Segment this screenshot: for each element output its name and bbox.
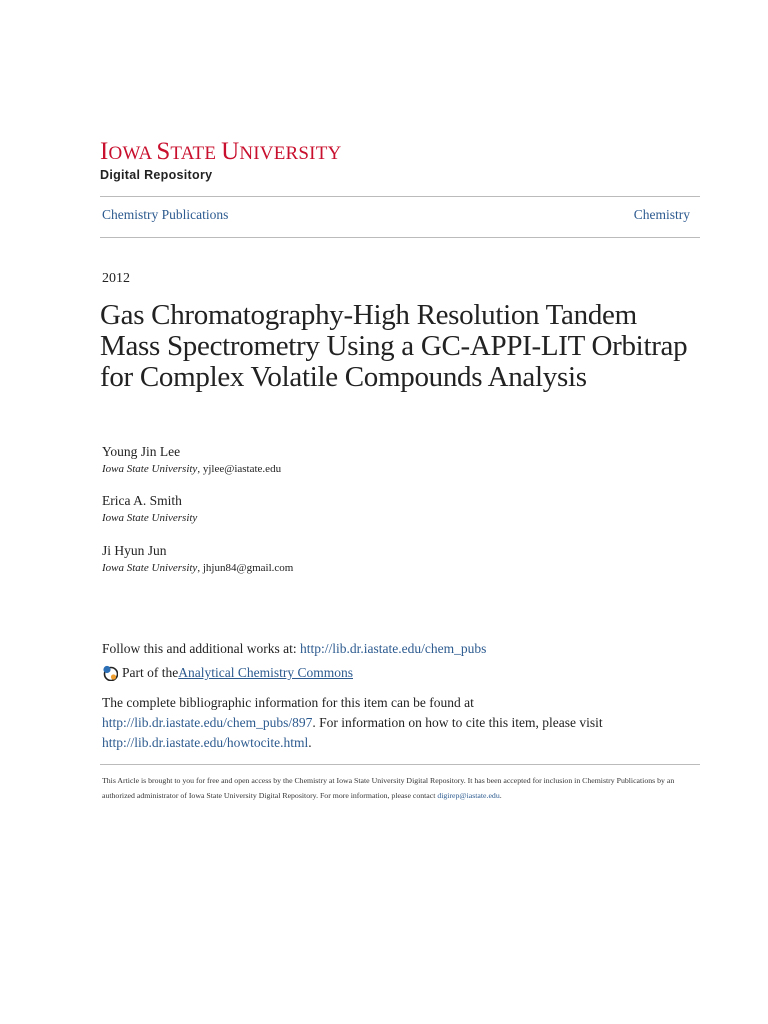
university-logo [100, 138, 341, 182]
analytical-chemistry-commons-link[interactable]: Analytical Chemistry Commons [178, 665, 353, 680]
collection-nav [102, 207, 690, 227]
author-affiliation: Iowa State University, jhjun84@gmail.com [102, 562, 294, 574]
item-link[interactable]: http://lib.dr.iastate.edu/chem_pubs/897 [102, 715, 313, 730]
article-title: Gas Chromatography-High Resolution Tandem Mass Spectrometry Using a GC-APPI-LIT Orbitrap for Complex Volatile Compounds Analysis [100, 299, 688, 393]
howtocite-link[interactable]: http://lib.dr.iastate.edu/howtocite.html [102, 735, 309, 750]
follow-works-line: Follow this and additional works at: http://lib.dr.iastate.edu/chem_pubs [102, 641, 487, 656]
logo-subtitle: Digital Repository [100, 168, 213, 182]
author-block [102, 492, 197, 526]
publication-year: 2012 [102, 271, 130, 286]
author-name: Ji Hyun Jun [102, 543, 167, 558]
header-bottom-divider [100, 237, 700, 238]
author-name: Erica A. Smith [102, 493, 182, 508]
author-affiliation: Iowa State University, yjlee@iastate.edu [102, 463, 282, 475]
author-name: Young Jin Lee [102, 444, 181, 459]
chem-pubs-link[interactable]: http://lib.dr.iastate.edu/chem_pubs [300, 641, 487, 656]
header-top-divider [100, 196, 700, 197]
footer-divider [100, 764, 700, 765]
author-affiliation: Iowa State University [102, 512, 198, 524]
author-block [102, 542, 293, 576]
logo-name: IOWA STATE UNIVERSITY [100, 138, 342, 165]
chemistry-link[interactable]: Chemistry [633, 207, 690, 222]
author-block [102, 443, 281, 477]
chemistry-publications-link[interactable]: Chemistry Publications [102, 207, 229, 222]
access-notice: This Article is brought to you for free and open access by the Chemistry at Iowa State University Digital Repository. It has been accepted for inclusion in Chemistry Publications by an authorized administrator of Iowa State University Digital Repository. For more information, please contact digirep@iastate.edu. [102, 776, 675, 800]
digirep-email-link[interactable]: digirep@iastate.edu [437, 791, 500, 800]
bepress-commons-icon [102, 665, 118, 681]
bibliographic-info: The complete bibliographic information for this item can be found at http://lib.dr.iastate.edu/chem_pubs/897. For information on how to cite this item, please visit http://lib.dr.iastate.edu/howtocite.html. [102, 695, 603, 750]
part-of-commons-line: Part of the Analytical Chemistry Commons [102, 663, 702, 683]
